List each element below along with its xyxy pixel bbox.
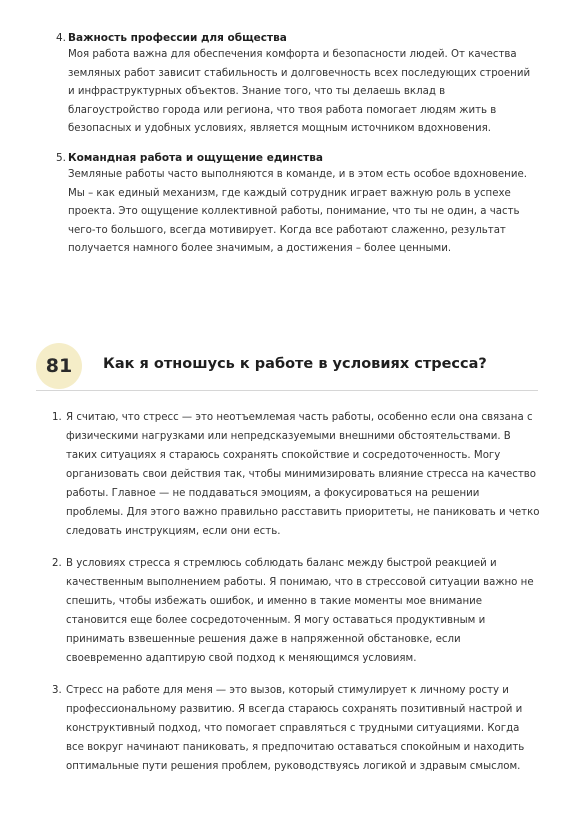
- section-title: Как я отношусь к работе в условиях стресса?: [103, 356, 487, 372]
- list-item-number: 4.: [56, 32, 67, 44]
- section-number-badge: 81: [36, 343, 82, 389]
- list-item-heading: [56, 30, 534, 46]
- answer-item: [52, 554, 540, 668]
- answer-number: 3.: [52, 685, 62, 696]
- list-item-title: Командная работа и ощущение единства: [68, 151, 323, 164]
- answer-item: [52, 408, 540, 541]
- list-item-number: 5.: [56, 151, 67, 164]
- section-header: [36, 343, 538, 391]
- answer-text: Стресс на работе для меня — это вызов, который стимулирует к личному росту и профессиональному развитию. Я всегда стараюсь сохранять позитивный настрой и конструктивный подход, что помогает справляться с трудными ситуациями. Когда все вокруг начинают паниковать, я предпочитаю оставаться спокойным и находить оптимальные пути решения проблем, руководствуясь логикой и здравым смыслом.: [66, 685, 525, 772]
- answer-text: В условиях стресса я стремлюсь соблюдать баланс между быстрой реакцией и качественным выполнением работы. Я понимаю, что в стрессовой ситуации важно не спешить, чтобы избежать ошибок, и именно в такие моменты мое внимание становится еще более сосредоточенным. Я могу оставаться продуктивным и принимать взвешенные решения даже в напряженной обстановке, если своевременно адаптирую свой подход к меняющимся условиям.: [66, 558, 534, 664]
- answer-item: [52, 681, 540, 776]
- section-divider: [36, 390, 538, 391]
- list-item-heading: [56, 150, 534, 166]
- top-list: [56, 30, 534, 270]
- list-item: [56, 30, 534, 139]
- answer-number: 1.: [52, 412, 62, 423]
- answer-text: Я считаю, что стресс — это неотъемлемая часть работы, особенно если она связана с физическими нагрузками или непредсказуемыми внешними обстоятельствами. В таких ситуациях я стараюсь сохранять спокойствие и сосредоточенность. Могу организовать свои действия так, чтобы минимизировать влияние стресса на качество работы. Главное — не поддаваться эмоциям, а фокусироваться на решении проблемы. Для этого важно правильно расставить приоритеты, не паниковать и четко следовать инструкциям, если они есть.: [66, 412, 540, 537]
- list-item: [56, 150, 534, 259]
- list-item-body: Земляные работы часто выполняются в команде, и в этом есть особое вдохновение. Мы – как единый механизм, где каждый сотрудник играет важную роль в успехе проекта. Это ощущение коллективной работы, понимание, что ты не один, а часть чего-то большого, всегда мотивирует. Когда все работают слаженно, результат получается намного более значимым, а достижения – более ценными.: [68, 168, 527, 255]
- list-item-body: Моя работа важна для обеспечения комфорта и безопасности людей. От качества земляных работ зависит стабильность и долговечность всех последующих строений и инфраструктурных объектов. Знание того, что ты делаешь вклад в благоустройство города или региона, что твоя работа помогает людям жить в безопасных и удобных условиях, является мощным источником вдохновения.: [68, 49, 531, 135]
- answer-number: 2.: [52, 558, 62, 569]
- answer-list: [52, 408, 540, 789]
- list-item-title: Важность профессии для общества: [68, 32, 287, 44]
